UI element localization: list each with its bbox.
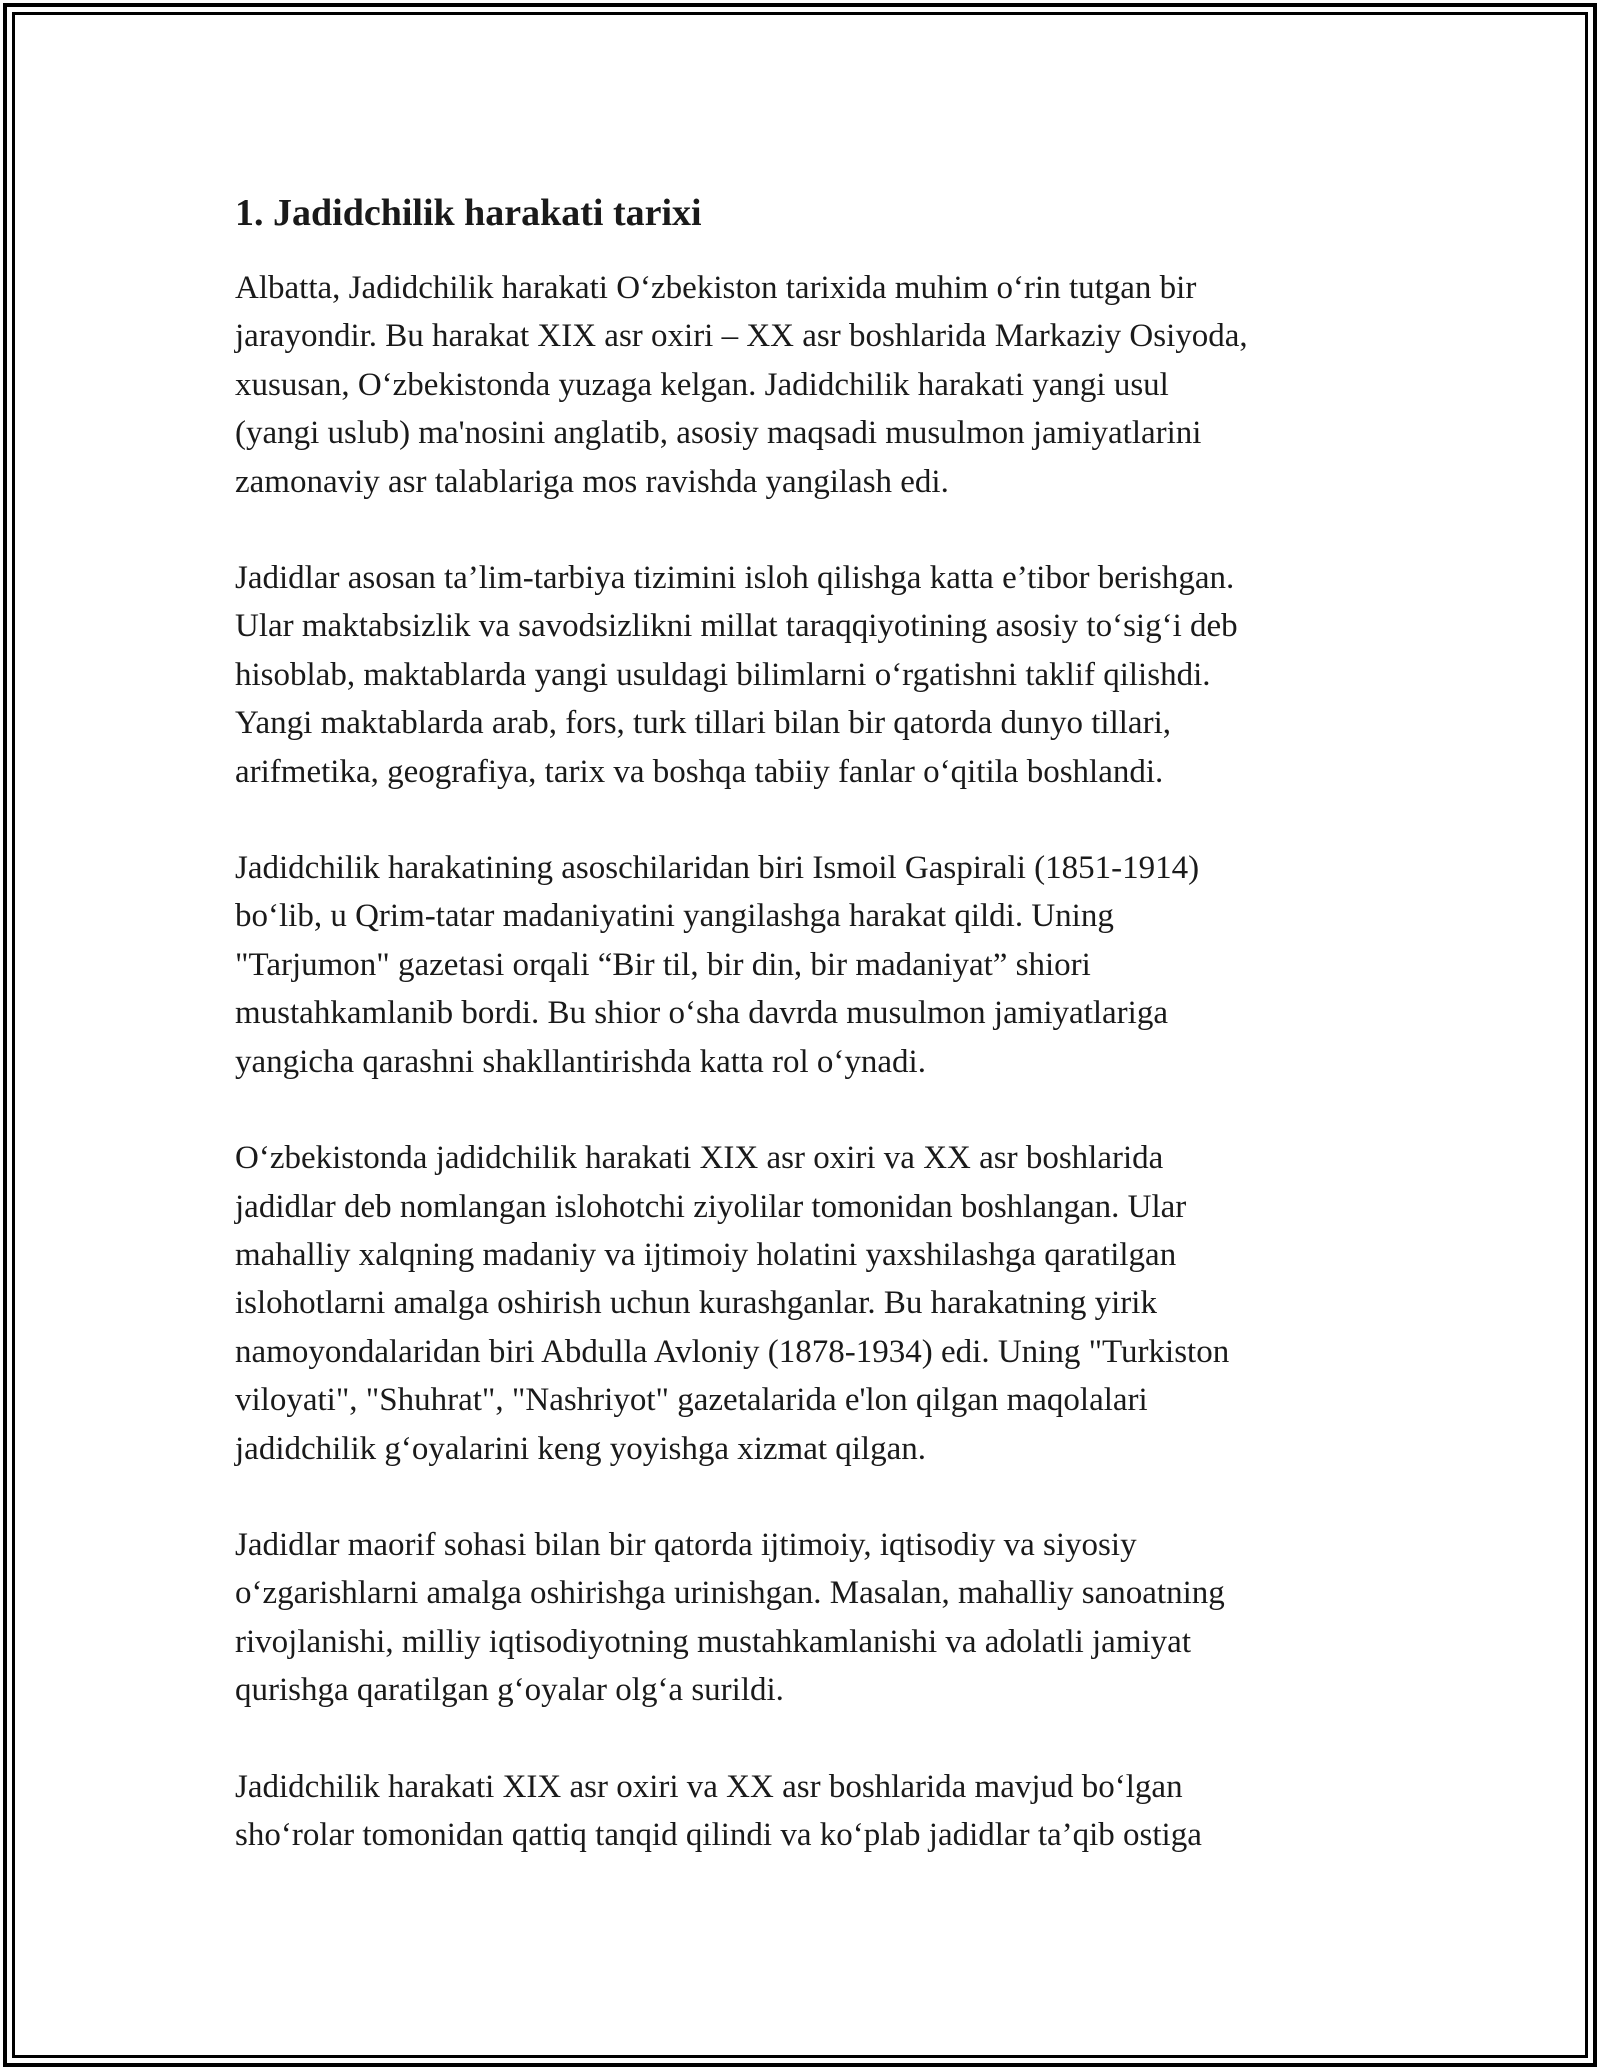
- text-line: namoyondalaridan biri Abdulla Avloniy (1878-1934) edi. Uning "Turkiston: [235, 1333, 1230, 1370]
- text-line: bo‘lib, u Qrim-tatar madaniyatini yangilashga harakat qildi. Uning: [235, 898, 1114, 935]
- text-line: o‘zgarishlarni amalga oshirishga urinishgan. Masalan, mahalliy sanoatning: [235, 1575, 1225, 1612]
- text-line: jarayondir. Bu harakat XIX asr oxiri – XX asr boshlarida Markaziy Osiyoda,: [235, 318, 1248, 355]
- text-line: qurishga qaratilgan g‘oyalar olg‘a surildi.: [235, 1672, 784, 1709]
- text-line: Yangi maktablarda arab, fors, turk tillari bilan bir qatorda dunyo tillari,: [235, 705, 1171, 742]
- text-line: Jadidlar asosan ta’lim-tarbiya tizimini isloh qilishga katta e’tibor berishgan.: [235, 560, 1235, 597]
- paragraph-5: [235, 1521, 1395, 1715]
- paragraph-1: [235, 264, 1395, 506]
- text-line: mahalliy xalqning madaniy va ijtimoiy holatini yaxshilashga qaratilgan: [235, 1236, 1177, 1273]
- text-line: arifmetika, geografiya, tarix va boshqa tabiiy fanlar o‘qitila boshlandi.: [235, 753, 1164, 790]
- text-line: (yangi uslub) ma'nosini anglatib, asosiy maqsadi musulmon jamiyatlarini: [235, 415, 1202, 452]
- paragraph-3: [235, 844, 1395, 1086]
- text-line: zamonaviy asr talablariga mos ravishda yangilash edi.: [235, 463, 949, 500]
- text-line: Albatta, Jadidchilik harakati O‘zbekiston tarixida muhim o‘rin tutgan bir: [235, 270, 1197, 306]
- document-body: [235, 188, 1395, 1907]
- text-line: yangicha qarashni shakllantirishda katta rol o‘ynadi.: [235, 1043, 926, 1080]
- text-line: viloyati", "Shuhrat", "Nashriyot" gazetalarida e'lon qilgan maqolalari: [235, 1382, 1148, 1419]
- paragraph-6: [235, 1763, 1395, 1860]
- text-line: O‘zbekistonda jadidchilik harakati XIX asr oxiri va XX asr boshlarida: [235, 1140, 1164, 1177]
- paragraph-2: [235, 554, 1395, 796]
- text-line: Jadidchilik harakati XIX asr oxiri va XX asr boshlarida mavjud bo‘lgan: [235, 1768, 1183, 1805]
- text-line: "Tarjumon" gazetasi orqali “Bir til, bir din, bir madaniyat” shiori: [235, 946, 1091, 983]
- section-heading: 1. Jadidchilik harakati tarixi: [235, 192, 702, 234]
- paragraph-4: [235, 1134, 1395, 1473]
- text-line: rivojlanishi, milliy iqtisodiyotning mustahkamlanishi va adolatli jamiyat: [235, 1623, 1191, 1660]
- text-line: Jadidlar maorif sohasi bilan bir qatorda ijtimoiy, iqtisodiy va siyosiy: [235, 1526, 1137, 1563]
- text-line: hisoblab, maktablarda yangi usuldagi bilimlarni o‘rgatishni taklif qilishdi.: [235, 656, 1211, 693]
- text-line: jadidchilik g‘oyalarini keng yoyishga xizmat qilgan.: [235, 1430, 927, 1467]
- text-line: islohotlarni amalga oshirish uchun kurashganlar. Bu harakatning yirik: [235, 1285, 1157, 1322]
- text-line: mustahkamlanib bordi. Bu shior o‘sha davrda musulmon jamiyatlariga: [235, 995, 1168, 1032]
- text-line: sho‘rolar tomonidan qattiq tanqid qilindi va ko‘plab jadidlar ta’qib ostiga: [235, 1816, 1202, 1853]
- text-line: jadidlar deb nomlangan islohotchi ziyolilar tomonidan boshlangan. Ular: [235, 1188, 1187, 1225]
- text-line: Ular maktabsizlik va savodsizlikni millat taraqqiyotining asosiy to‘sig‘i deb: [235, 608, 1238, 645]
- text-line: Jadidchilik harakatining asoschilaridan biri Ismoil Gaspirali (1851-1914): [235, 850, 1200, 887]
- text-line: xususan, O‘zbekistonda yuzaga kelgan. Jadidchilik harakati yangi usul: [235, 366, 1169, 403]
